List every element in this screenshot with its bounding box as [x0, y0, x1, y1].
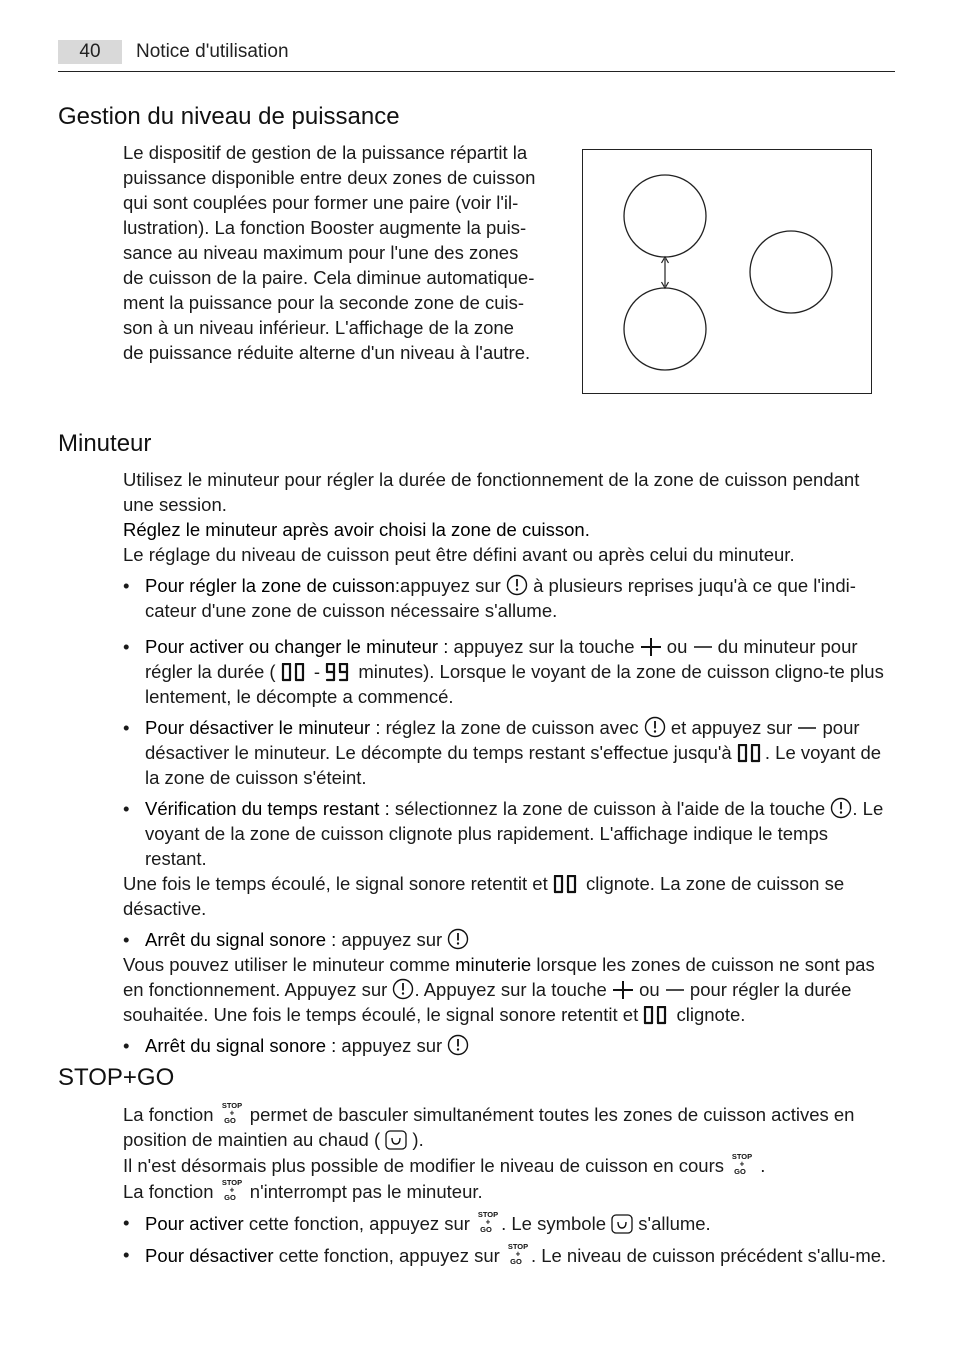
bullet: • [123, 636, 130, 657]
svg-text:STOP: STOP [221, 1101, 242, 1110]
text-run: lorsque les zones de cuisson ne sont pas en fonctionnement. Appuyez sur [123, 954, 875, 1000]
bullet-text: cette fonction, appuyez sur [248, 1213, 470, 1234]
stopgo-paragraph [123, 1178, 893, 1204]
display-00-icon [737, 744, 765, 763]
section-heading-timer: Minuteur [58, 430, 152, 457]
power-line: puissance disponible entre deux zones de cuisson [123, 167, 536, 188]
bullet-text: appuyez sur [341, 1035, 443, 1056]
timer-icon [830, 797, 852, 819]
bullet: • [123, 575, 130, 596]
list-item [123, 1033, 893, 1058]
section-heading-stopgo: STOP+GO [58, 1064, 175, 1091]
text-run: n'interrompt pas le minuteur. [249, 1181, 483, 1202]
bullet-text: minutes). Lorsque le voyant de la zone de cuisson cligno-te plus lentement, le décompte a commencé. [145, 661, 884, 707]
bullet-lead: Pour activer ou changer le minuteur : [145, 636, 449, 657]
svg-text:+: + [739, 1159, 745, 1169]
bullet-text: et appuyez sur [670, 717, 793, 738]
bullet-text: s'allume. [638, 1213, 711, 1234]
bullet-text: . Le voyant de la zone de cuisson clignote plus rapidement. L'affichage indique le temps restant. [145, 798, 884, 869]
text-run: clignote. [676, 1004, 746, 1025]
svg-text:GO: GO [734, 1167, 746, 1176]
bullet-lead: Arrêt du signal sonore : [145, 1035, 337, 1056]
stopgo-paragraph [123, 1152, 893, 1178]
header-title: Notice d'utilisation [136, 41, 289, 62]
page-header [58, 40, 895, 72]
list-item [123, 1210, 893, 1236]
svg-text:STOP: STOP [507, 1242, 529, 1251]
display-00-icon [281, 663, 309, 682]
svg-text:+: + [229, 1108, 234, 1118]
stop-go-icon [729, 1152, 755, 1176]
bullet: • [123, 929, 130, 950]
svg-text:+: + [229, 1185, 234, 1195]
minus-icon [693, 637, 713, 657]
bullet: • [123, 717, 130, 738]
bullet-text: réglez la zone de cuisson avec [385, 717, 639, 738]
power-line: sance au niveau maximum pour l'une des zones [123, 242, 519, 263]
text-run: . [760, 1155, 766, 1176]
svg-text:STOP: STOP [221, 1178, 242, 1187]
minus-icon [665, 980, 685, 1000]
bullet-text: . Le niveau de cuisson précédent s'allu-me. [530, 1245, 887, 1266]
timer-instruction: Réglez le minuteur après avoir choisi la zone de cuisson. [123, 519, 590, 540]
power-line: de cuisson de la paire. Cela diminue automatique- [123, 267, 535, 288]
power-line: de puissance réduite alterne d'un niveau à l'autre. [123, 342, 531, 363]
keep-warm-icon [385, 1130, 407, 1150]
display-00-icon [553, 875, 581, 894]
list-item [123, 573, 893, 623]
text-run: pour régler la durée souhaitée. Une fois le temps écoulé, le signal sonore retentit et [123, 979, 852, 1025]
bullet: • [123, 1212, 130, 1233]
stopgo-content [123, 1101, 893, 1268]
svg-text:GO: GO [510, 1257, 522, 1266]
plus-icon [640, 637, 662, 657]
bullet: • [123, 1035, 130, 1056]
hob-illustration [582, 149, 872, 394]
bullet: • [123, 1244, 130, 1265]
timer-icon [506, 574, 528, 596]
timer-note: Le réglage du niveau de cuisson peut être défini avant ou après celui du minuteur. [123, 544, 795, 565]
svg-text:STOP: STOP [477, 1210, 499, 1219]
bullet-text: à plusieurs reprises juqu'à ce que l'indi-cateur d'une zone de cuisson nécessaire s'allume. [145, 575, 856, 621]
list-item [123, 796, 893, 871]
bullet-lead: Pour désactiver [145, 1245, 274, 1266]
display-00-icon [643, 1006, 671, 1025]
minuterie-text [123, 952, 893, 1027]
stop-go-icon [505, 1242, 531, 1266]
timer-content [123, 467, 893, 1058]
power-line: Le dispositif de gestion de la puissance répartit la [123, 142, 528, 163]
svg-text:STOP: STOP [731, 1152, 753, 1161]
text-run: ). [412, 1129, 424, 1150]
bullet-lead: Arrêt du signal sonore : [145, 929, 337, 950]
list-item [123, 715, 893, 790]
text-run: La fonction [123, 1181, 214, 1202]
power-paragraph [123, 140, 553, 365]
svg-text:+: + [485, 1217, 491, 1227]
keep-warm-icon [611, 1214, 633, 1234]
power-line: lustration). La fonction Booster augmente la puis- [123, 217, 527, 238]
timer-intro: Utilisez le minuteur pour régler la durée de fonctionnement de la zone de cuisson pendant une session. [123, 469, 860, 515]
power-line: son à un niveau inférieur. L'affichage de la zone [123, 317, 514, 338]
bullet: • [123, 798, 130, 819]
timer-icon [392, 978, 414, 1000]
bullet-text: . Le symbole [501, 1213, 606, 1234]
stop-go-icon [219, 1178, 245, 1202]
minuterie-term: minuterie [455, 954, 532, 975]
bullet-text: pour désactiver le minuteur. Le décompte du temps restant s'effectue jusqu'à [145, 717, 860, 763]
list-item [123, 634, 893, 709]
power-line: ment la puissance pour la seconde zone de cuis- [123, 292, 525, 313]
svg-text:GO: GO [480, 1225, 492, 1234]
page-number: 40 [58, 40, 122, 64]
bullet-text: cette fonction, appuyez sur [278, 1245, 500, 1266]
bullet-text: - [313, 661, 321, 682]
timer-icon [447, 928, 469, 950]
bullet-text: . Le voyant de la zone de cuisson s'éteint. [145, 742, 882, 788]
plus-icon [612, 980, 634, 1000]
timer-icon [644, 716, 666, 738]
stopgo-paragraph [123, 1101, 893, 1152]
svg-text:GO: GO [223, 1116, 236, 1125]
timer-icon [447, 1034, 469, 1056]
stop-go-icon [475, 1210, 501, 1234]
cooking-zone-front-left [624, 175, 706, 257]
text-run: La fonction [123, 1104, 214, 1125]
text-run: Il n'est désormais plus possible de modifier le niveau de cuisson en cours [123, 1155, 724, 1176]
text-run: ou [639, 979, 660, 1000]
bullet-text: appuyez sur [341, 929, 443, 950]
list-item [123, 927, 893, 952]
text-run: Une fois le temps écoulé, le signal sonore retentit et [123, 873, 548, 894]
text-run: permet de basculer simultanément toutes les zones de cuisson actives en position de maintien au chaud ( [123, 1104, 855, 1150]
display-99-icon [325, 663, 353, 682]
list-item [123, 1242, 893, 1268]
section-heading-power: Gestion du niveau de puissance [58, 103, 400, 130]
cooking-zone-right [750, 231, 832, 313]
text-run: clignote. La zone de cuisson se désactive. [123, 873, 845, 919]
stop-go-icon [219, 1101, 245, 1125]
minus-icon [797, 718, 817, 738]
bullet-lead: Vérification du temps restant : [145, 798, 390, 819]
bullet-text: appuyez sur la touche [453, 636, 635, 657]
bullet-text: ou [666, 636, 688, 657]
text-run: . Appuyez sur la touche [414, 979, 607, 1000]
power-line: qui sont couplées pour former une paire (voir l'il- [123, 192, 519, 213]
timer-end-text [123, 871, 893, 921]
svg-text:+: + [515, 1249, 521, 1259]
bullet-text: appuyez sur [400, 575, 501, 596]
cooking-zone-rear-left [624, 288, 706, 370]
bullet-text: sélectionnez la zone de cuisson à l'aide de la touche [394, 798, 826, 819]
bullet-lead: Pour régler la zone de cuisson: [145, 575, 401, 596]
svg-text:GO: GO [223, 1193, 236, 1202]
text-run: Vous pouvez utiliser le minuteur comme [123, 954, 450, 975]
bullet-text: du minuteur pour régler la durée ( [145, 636, 858, 682]
bullet-lead: Pour activer [145, 1213, 244, 1234]
bullet-lead: Pour désactiver le minuteur : [145, 717, 381, 738]
